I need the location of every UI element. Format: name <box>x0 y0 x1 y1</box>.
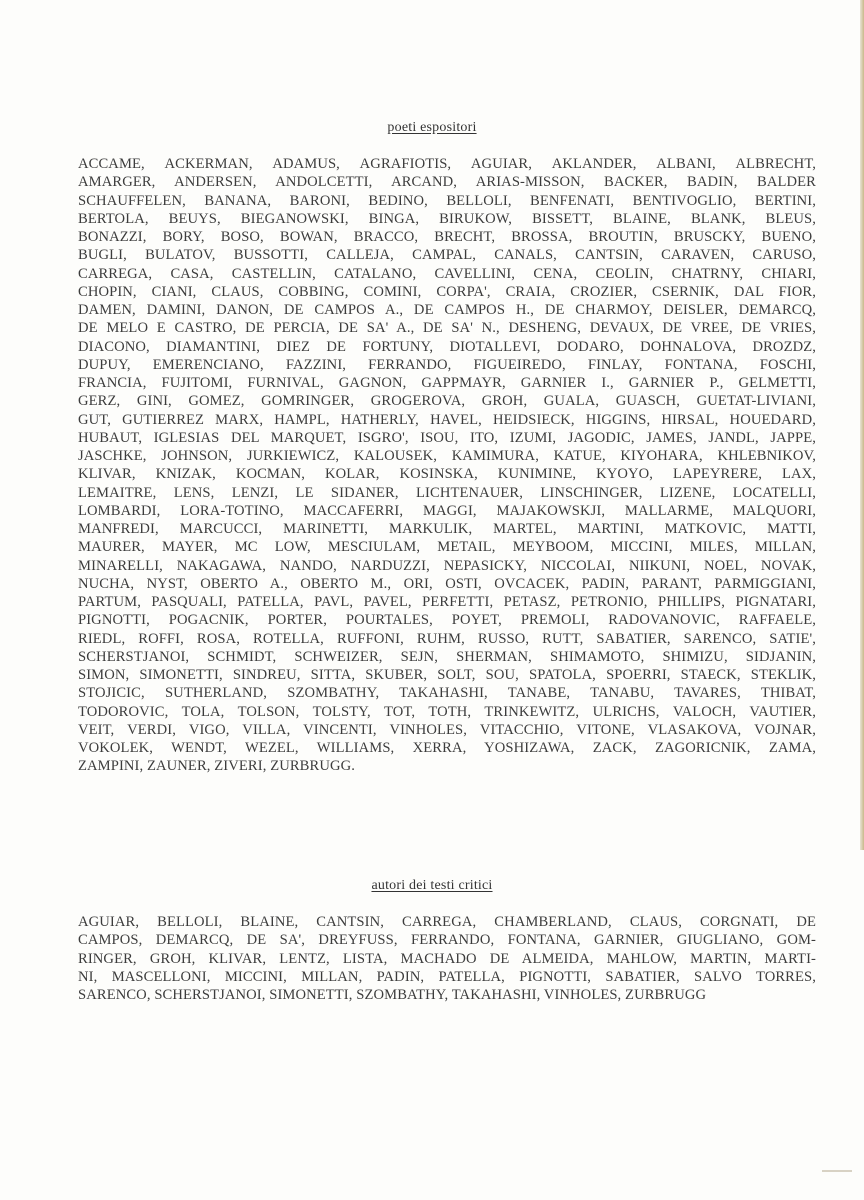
name-line: MANFREDI, MARCUCCI, MARINETTI, MARKULIK, MARTEL, MARTINI, MATKOVIC, MATTI, <box>78 521 816 537</box>
name-line: PIGNOTTI, POGACNIK, PORTER, POURTALES, POYET, PREMOLI, RADOVANOVIC, RAFFAELE, <box>78 612 816 629</box>
name-line: KLIVAR, KNIZAK, KOCMAN, KOLAR, KOSINSKA, KUNIMINE, KYOYO, LAPEYRERE, LAX, <box>78 466 816 483</box>
name-line: TODOROVIC, TOLA, TOLSON, TOLSTY, TOT, TOTH, TRINKEWITZ, ULRICHS, VALOCH, VAUTIER, <box>78 703 816 720</box>
name-line: VEIT, VERDI, VIGO, VILLA, VINCENTI, VINHOLES, VITACCHIO, VITONE, VLASAKOVA, VOJNAR, <box>78 721 816 738</box>
name-line: RINGER, GROH, KLIVAR, LENTZ, LISTA, MACHADO DE ALMEIDA, MAHLOW, MARTIN, MARTI- <box>78 950 816 967</box>
name-line: DE MELO E CASTRO, DE PERCIA, DE SA' A., DE SA' N., DESHENG, DEVAUX, DE VREE, DE VRIES, <box>78 320 816 337</box>
name-line: DIACONO, DIAMANTINI, DIEZ DE FORTUNY, DIOTALLEVI, DODARO, DOHNALOVA, DROZDZ, <box>78 338 816 355</box>
name-line: ACCAME, ACKERMAN, ADAMUS, AGRAFIOTIS, AGUIAR, AKLANDER, ALBANI, ALBRECHT, <box>78 156 816 172</box>
name-line: AGUIAR, BELLOLI, BLAINE, CANTSIN, CARREGA, CHAMBERLAND, CLAUS, CORGNATI, DE <box>78 914 816 930</box>
autori-testi-critici-list <box>78 913 816 1004</box>
name-line: DUPUY, EMERENCIANO, FAZZINI, FERRANDO, FIGUEIREDO, FINLAY, FONTANA, FOSCHI, <box>78 356 816 373</box>
section-title-poeti-espositori: poeti espositori <box>387 120 477 135</box>
name-line: HUBAUT, IGLESIAS DEL MARQUET, ISGRO', ISOU, ITO, IZUMI, JAGODIC, JAMES, JANDL, JAPPE, <box>78 429 816 446</box>
name-line: DAMEN, DAMINI, DANON, DE CAMPOS A., DE CAMPOS H., DE CHARMOY, DEISLER, DEMARCQ, <box>78 302 816 318</box>
name-line: MINARELLI, NAKAGAWA, NANDO, NARDUZZI, NEPASICKY, NICCOLAI, NIIKUNI, NOEL, NOVAK, <box>78 557 816 574</box>
name-line: AMARGER, ANDERSEN, ANDOLCETTI, ARCAND, ARIAS-MISSON, BACKER, BADIN, BALDER <box>78 174 816 191</box>
name-line: PARTUM, PASQUALI, PATELLA, PAVL, PAVEL, PERFETTI, PETASZ, PETRONIO, PHILLIPS, PIGNATARI, <box>78 594 816 610</box>
name-line: LEMAITRE, LENS, LENZI, LE SIDANER, LICHTENAUER, LINSCHINGER, LIZENE, LOCATELLI, <box>78 484 816 501</box>
name-line: ZAMPINI, ZAUNER, ZIVERI, ZURBRUGG. <box>78 758 356 775</box>
name-line: SARENCO, SCHERSTJANOI, SIMONETTI, SZOMBATHY, TAKAHASHI, VINHOLES, ZURBRUGG <box>78 987 707 1003</box>
name-line: CARREGA, CASA, CASTELLIN, CATALANO, CAVELLINI, CENA, CEOLIN, CHATRNY, CHIARI, <box>78 265 816 282</box>
name-line: VOKOLEK, WENDT, WEZEL, WILLIAMS, XERRA, YOSHIZAWA, ZACK, ZAGORICNIK, ZAMA, <box>78 740 816 756</box>
name-line: BERTOLA, BEUYS, BIEGANOWSKI, BINGA, BIRUKOW, BISSETT, BLAINE, BLANK, BLEUS, <box>78 210 816 227</box>
name-line: LOMBARDI, LORA-TOTINO, MACCAFERRI, MAGGI, MAJAKOWSKJI, MALLARME, MALQUORI, <box>78 502 816 519</box>
name-line: JASCHKE, JOHNSON, JURKIEWICZ, KALOUSEK, KAMIMURA, KATUE, KIYOHARA, KHLEBNIKOV, <box>78 448 816 464</box>
name-line: NI, MASCELLONI, MICCINI, MILLAN, PADIN, PATELLA, PIGNOTTI, SABATIER, SALVO TORRES, <box>78 968 816 985</box>
name-line: SIMON, SIMONETTI, SINDREU, SITTA, SKUBER, SOLT, SOU, SPATOLA, SPOERRI, STAECK, STEKLIK, <box>78 667 816 683</box>
name-line: BONAZZI, BORY, BOSO, BOWAN, BRACCO, BRECHT, BROSSA, BROUTIN, BRUSCKY, BUENO, <box>78 229 816 245</box>
name-line: SCHAUFFELEN, BANANA, BARONI, BEDINO, BELLOLI, BENFENATI, BENTIVOGLIO, BERTINI, <box>78 192 816 209</box>
name-line: STOJICIC, SUTHERLAND, SZOMBATHY, TAKAHASHI, TANABE, TANABU, TAVARES, THIBAT, <box>78 685 816 702</box>
name-line: NUCHA, NYST, OBERTO A., OBERTO M., ORI, OSTI, OVCACEK, PADIN, PARANT, PARMIGGIANI, <box>78 575 816 592</box>
name-line: GUT, GUTIERREZ MARX, HAMPL, HATHERLY, HAVEL, HEIDSIECK, HIGGINS, HIRSAL, HOUEDARD, <box>78 411 816 428</box>
name-line: CAMPOS, DEMARCQ, DE SA', DREYFUSS, FERRANDO, FONTANA, GARNIER, GIUGLIANO, GOM- <box>78 932 816 949</box>
name-line: MAURER, MAYER, MC LOW, MESCIULAM, METAIL, MEYBOOM, MICCINI, MILES, MILLAN, <box>78 539 816 556</box>
name-line: GERZ, GINI, GOMEZ, GOMRINGER, GROGEROVA, GROH, GUALA, GUASCH, GUETAT-LIVIANI, <box>78 393 816 410</box>
name-line: BUGLI, BULATOV, BUSSOTTI, CALLEJA, CAMPAL, CANALS, CANTSIN, CARAVEN, CARUSO, <box>78 247 816 264</box>
poeti-espositori-list <box>78 155 816 776</box>
page-edge-mark <box>822 1170 852 1172</box>
name-line: RIEDL, ROFFI, ROSA, ROTELLA, RUFFONI, RUHM, RUSSO, RUTT, SABATIER, SARENCO, SATIE', <box>78 630 816 647</box>
name-line: CHOPIN, CIANI, CLAUS, COBBING, COMINI, CORPA', CRAIA, CROZIER, CSERNIK, DAL FIOR, <box>78 283 816 300</box>
name-line: FRANCIA, FUJITOMI, FURNIVAL, GAGNON, GAPPMAYR, GARNIER I., GARNIER P., GELMETTI, <box>78 375 816 391</box>
name-line: SCHERSTJANOI, SCHMIDT, SCHWEIZER, SEJN, SHERMAN, SHIMAMOTO, SHIMIZU, SIDJANIN, <box>78 648 816 665</box>
section-title-autori-testi-critici: autori dei testi critici <box>371 878 493 893</box>
